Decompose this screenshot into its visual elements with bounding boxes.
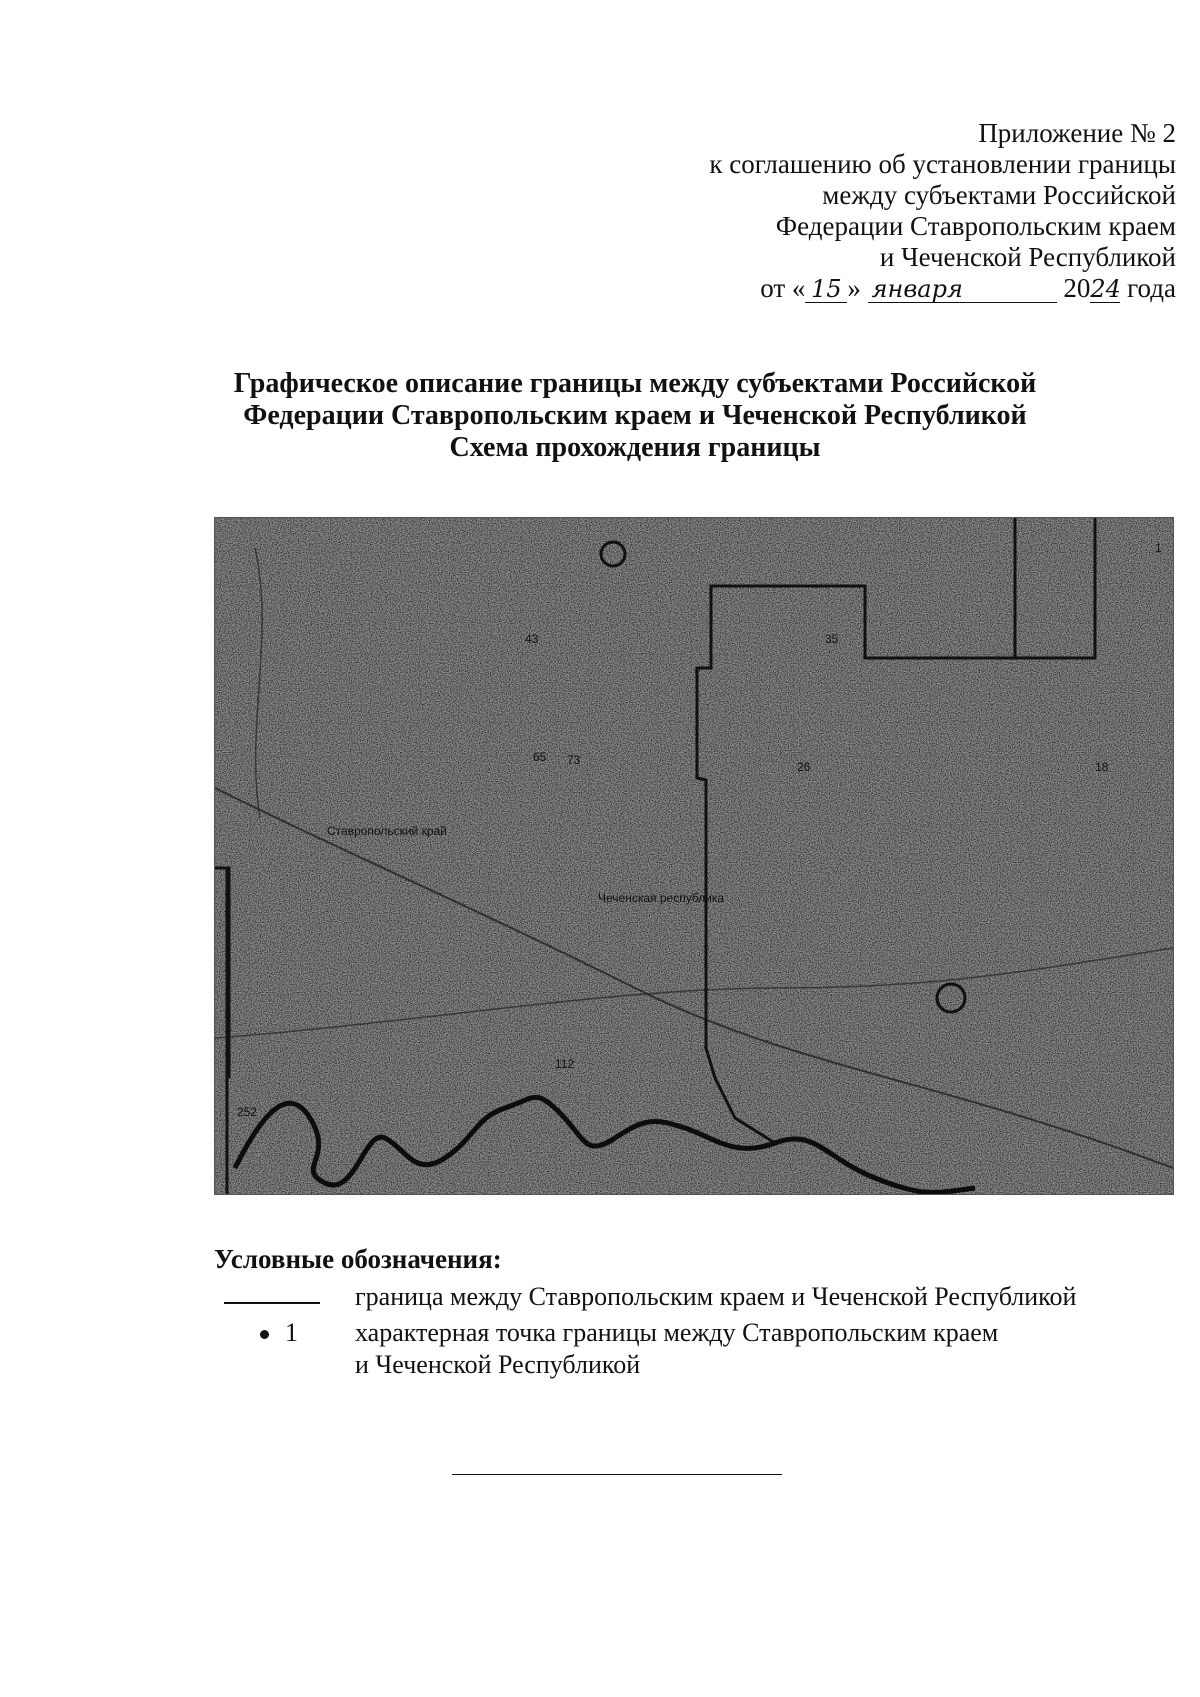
agreement-date: [576, 273, 1176, 304]
point-label-26: 26: [797, 760, 811, 774]
closing-rule: [452, 1474, 782, 1475]
date-day-handwritten: 15: [805, 276, 847, 303]
date-month-handwritten: января: [868, 276, 1057, 303]
appendix-header: [576, 118, 1176, 304]
document-title: [0, 368, 1200, 464]
point-label-43: 43: [525, 632, 539, 646]
date-year-prefix: 20: [1063, 273, 1091, 303]
point-label-65: 65: [533, 750, 547, 764]
legend-boundary-text: граница между Ставропольским краем и Чеченской Республикой: [355, 1282, 1077, 1311]
legend-point-text-line1: характерная точка границы между Ставропольским краем: [355, 1318, 999, 1347]
date-mid: »: [847, 273, 861, 303]
legend-title: Условные обозначения:: [214, 1244, 502, 1274]
appendix-ref-line2: к соглашению об установлении границы: [709, 149, 1176, 179]
appendix-ref-line5: и Чеченской Республикой: [879, 242, 1176, 272]
legend-point-number: 1: [285, 1318, 298, 1347]
date-year-handwritten: 24: [1090, 275, 1121, 303]
title-line2: Федерации Ставропольским краем и Чеченской Республикой: [243, 400, 1027, 431]
title-line1: Графическое описание границы между субъектами Российской: [233, 368, 1037, 399]
legend-point-text-line2: и Чеченской Республикой: [355, 1350, 641, 1379]
legend-boundary-symbol: [224, 1302, 320, 1304]
date-prefix: от «: [760, 273, 806, 303]
point-label-73: 73: [567, 753, 581, 767]
appendix-number: Приложение № 2: [978, 118, 1176, 148]
legend-point-symbol: [260, 1330, 269, 1339]
region-label-stavropol: Ставропольский край: [327, 824, 447, 838]
point-label-112: 112: [555, 1057, 575, 1071]
point-label-18: 18: [1095, 760, 1109, 774]
point-label-1: 1: [1155, 541, 1162, 555]
region-label-chechnya: Чеченская республика: [598, 891, 725, 905]
title-line3: Схема прохождения границы: [449, 432, 821, 463]
appendix-ref-line4: Федерации Ставропольским краем: [775, 211, 1176, 241]
point-label-252: 252: [237, 1105, 258, 1119]
appendix-ref-line3: между субъектами Российской: [822, 180, 1176, 210]
boundary-map-svg: [215, 518, 1173, 1194]
point-label-35: 35: [825, 632, 839, 646]
date-suffix: года: [1127, 273, 1176, 303]
boundary-map: [214, 517, 1174, 1195]
